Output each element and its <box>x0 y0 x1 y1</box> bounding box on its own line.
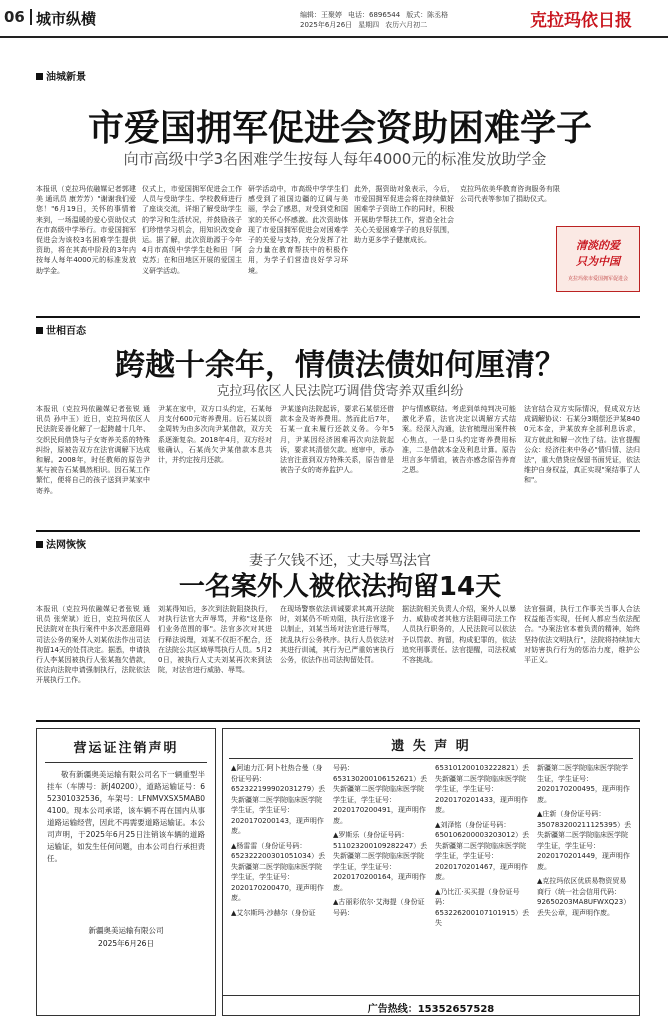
lost-column <box>537 763 633 993</box>
lost-item: ▲庄新（身份证号码：350783200211125395）丢失新疆第二医学院临床医学院学生证，学生证号：2020170201449，现声明作废。 <box>537 810 632 871</box>
article-column: 尹某遂向法院起诉，要求石某偿还借款本金及寄养费用。然而此后7年，石某一直未履行还款义务。今年5月，尹某因经济困难再次向法院起诉，要求其清偿欠款。庭审中，承办法官注意到双方特殊关系，原告曾是被告子女的寄养监护人。 <box>280 405 394 475</box>
divider <box>36 316 640 318</box>
headline: 跨越十余年，情债法债如何厘清？ <box>115 348 565 383</box>
divider <box>36 720 640 722</box>
headline: 一名案外人被依法拘留14天 <box>178 572 502 602</box>
article-column: 仪式上，市爱国拥军促进会工作人员与受助学生、学校教师进行了座谈交流，详细了解受助学生的学习和生活状况，并鼓励孩子们珍惜学习机会，用知识改变命运。据了解，此次资助源于今年4月市高级中学学生赴和田「阿克苏」在和田地区开展的爱国主义研学活动。 <box>142 185 242 275</box>
article-column: 据法院相关负责人介绍，案外人以暴力、威胁或者其他方法阻碍司法工作人员执行职务的，人民法院可以依法予以罚款、拘留，构成犯罪的，依法追究刑事责任。法官提醒，司法权威不容挑战。 <box>402 605 516 665</box>
lost-item: ▲罗斯乐（身份证号码：511023200109282247）丢失新疆第二医学院临床医学院学生证，学生证号：2020170200164，现声明作废。 <box>333 831 428 892</box>
notice-body: 敬有新疆奥美运输有限公司名下一辆重型半挂车（车牌号：新J40200），道路运输证号：652301032536，车架号：LFNMVXSX5MAB04100。现本公司承诺，该车辆不再在国内从事道路运输经营，因此不再需要道路运输证。本公司声明，于2025年6月25日注销该车辆的道路运输证，如发生任何问题，由本公司自行承担责任。 <box>47 770 205 863</box>
article-column: 法官强调，执行工作事关当事人合法权益能否实现，任何人都应当依法配合。"办案法官本着负责的精神，始终坚持依法文明执行"，法院将持续加大对妨害执行行为的惩治力度，维护公平正义。 <box>524 605 640 665</box>
lost-item: ▲艾尔斯玛·沙赫尔（身份证 <box>231 908 316 917</box>
lost-item: 新疆第二医学院临床医学院学生证，学生证号：2020170200495，现声明作废。 <box>537 764 630 804</box>
page-number: 06 <box>4 8 25 26</box>
article-column: 克拉玛依美华教育咨询服务有限公司代表等参加了捐助仪式。 <box>460 185 560 204</box>
article-column: 本报讯（克拉玛依融媒记者张锐 通讯员 张荣斌）近日，克拉玛依区人民法院对在执行案件中多次恶意阻碍司法公务的案外人刘某依法作出司法拘留14天的处罚决定。据悉，申请执行人李某因被执行人张某拖欠借款，依法向法院申请强制执行，法院依法开展执行工作。 <box>36 605 150 685</box>
divider <box>36 530 640 532</box>
subheadline: 克拉玛依区人民法院巧调借贷寄养双重纠纷 <box>216 384 464 399</box>
subheadline: 向市高级中学3名困难学生按每人每年4000元的标准发放助学金 <box>123 150 547 168</box>
page-header <box>0 0 668 38</box>
slogan-line: 清淡的爱 <box>576 239 620 252</box>
section-title: 城市纵横 <box>36 10 97 28</box>
article-column: 尹某在家中，双方口头约定，石某每月支付600元寄养费用。后石某以资金周转为由多次向尹某借款，双方关系逐渐复杂。2018年4月，双方经对账确认，石某尚欠尹某借款本息共计，并约定按月还款。 <box>158 405 272 465</box>
date: 2025年6月26日 <box>300 21 353 29</box>
lost-item: ▲杨雷雷（身份证号码：652322200301051034）丢失新疆第二医学院临床医学院学生证，学生证号：2020170200470，现声明作废。 <box>231 841 326 902</box>
article-column: 法官结合双方实际情况，促成双方达成调解协议：石某分3期偿还尹某8400元本金，尹某放弃全部利息诉求，双方就此和解一次性了结。法官提醒公众：经济往来中务必"情归情、法归法"，重大借贷应保留书面凭证，依法维护自身权益，真正实现"案结事了人和"。 <box>524 405 640 485</box>
lost-item: 653101200103222821）丢失新疆第二医学院临床医学院学生证，学生证号：2020170201433，现声明作废。 <box>435 764 530 814</box>
editor: 编辑：王聚婷 <box>300 11 342 19</box>
article-column: 本报讯（克拉玛依融媒记者郭建美 通讯员 康芳芳）"谢谢我们爱您！"6月19日，关怀的事情着来到，一场温暖的爱心资助仪式在市高级中学举行。市爱国拥军促进会为该校3名困难学生提供资助，将在其高中阶段的3年内按每人每年4000元的标准发放助学金。 <box>36 185 136 275</box>
article-column: 护与情感联结。考虑到单纯判决可能激化矛盾，法官决定以调解方式结案。经深入沟通，法官梳理出案件核心焦点，一是口头约定寄养费用标准，二是借款本金及利息计算。原告坦言多年情谊，被告亦感念原告养育之恩。 <box>402 405 516 475</box>
newspaper-logo: 克拉玛依日报 <box>530 11 632 31</box>
article-column: 在现场警察依法训诫要求其离开法院时，刘某仍不听劝阻，执行法官遂予以制止，刘某当场对法官进行辱骂，扰乱执行公务秩序。执行人员依法对其进行训诫，其行为已严重妨害执行公务，依法作出司法拘留处罚。 <box>280 605 394 665</box>
lost-item: ▲乃比江·买买提（身份证号码：653226200107101915）丢失 <box>435 887 530 927</box>
lost-column <box>333 763 429 993</box>
headline: 市爱国拥军促进会资助困难学子 <box>87 107 592 149</box>
edition-meta <box>300 10 540 30</box>
column-label: 油城新景 <box>36 68 86 83</box>
phone: 电话：6896544 <box>348 11 401 19</box>
article-column: 研学活动中，市高级中学学生们感受到了祖国边疆的辽阔与美丽，学会了感恩，对受到党和国家的关怀心怀感激。此次资助体现了市爱国拥军促进会对困难学子的关爱与支持，充分发挥了社会力量在教育帮扶中的积极作用，为学子们营造良好学习环境。 <box>248 185 348 275</box>
divider <box>30 9 32 25</box>
notice-title: 遗 失 声 明 <box>391 739 471 754</box>
notice-date: 2025年6月26日 <box>98 939 154 948</box>
lost-item: ▲阿迪力江·阿卜杜热合曼（身份证号码：652322199902031279）丢失新疆第二医学院临床医学院学生证，学生证号：2020170200143，现声明作废。 <box>231 764 326 835</box>
kicker: 妻子欠钱不还，丈夫辱骂法官 <box>249 553 431 569</box>
notice-signature: 新疆奥美运输有限公司 <box>88 926 164 935</box>
notice-title: 营运证注销声明 <box>73 741 179 756</box>
lost-item: ▲刘泽铭（身份证号码：650106200003203012）丢失新疆第二医学院临床医学院学生证，学生证号：2020170201467，现声明作废。 <box>435 820 530 881</box>
layout: 版式：陈丞格 <box>406 11 449 19</box>
column-label: 法网恢恢 <box>36 536 86 551</box>
lost-column <box>435 763 531 993</box>
slogan-caption: 克拉玛依市爱国拥军促进会 <box>567 276 628 282</box>
slogan-line: 只为中国 <box>576 255 620 268</box>
lost-item: ▲克拉玛依区优质易物资贸易商行（统一社会信用代码：92650203MA8UFWXQ23）丢失公章，现声明作废。 <box>537 877 631 917</box>
ad-hotline: 广告热线：15352657528 <box>223 995 639 1015</box>
article-column: 此外，据资助对象表示，今后，市爱国拥军促进会将在持续做好困难学子资助工作的同时，积极开展助学帮扶工作，营造全社会关心关爱困难学子的良好氛围，助力更多学子健康成长。 <box>354 185 454 245</box>
weekday: 星期四 <box>358 21 380 29</box>
lost-notices <box>222 728 640 1016</box>
lost-column <box>231 763 327 993</box>
article-column: 本报讯（克拉玛依融媒记者张锐 通讯员 孙中玉）近日，克拉玛依区人民法院妥善化解了一起跨越十几年、交织民间借贷与子女寄养关系的特殊纠纷，原被告双方在法官调解下达成和解。2008年，时任教师的原告尹某与被告石某偶然相识。因石某工作繁忙，便将自己的孩子送到尹某家中寄养。 <box>36 405 150 495</box>
lost-item: ▲古丽彩依尔·艾海提（身份证号码： <box>333 898 425 917</box>
article-column: 刘某得知后，多次到法院阻挠执行，对执行法官大声辱骂，并称"这是你们业务范围的事"。法官多次对其进行释法说理，刘某不仅拒不配合，还在法院公共区域辱骂执行人员。5月20日，被执行人丈夫刘某再次来到法院，对法官进行威胁、辱骂。 <box>158 605 272 675</box>
lunar-date: 农历六月初二 <box>385 21 428 29</box>
column-label: 世相百态 <box>36 322 86 337</box>
slogan-box <box>556 226 640 292</box>
lost-item: 号码：653130200106152621）丢失新疆第二医学院临床医学院学生证，学生证号：2020170200491，现声明作废。 <box>333 764 428 825</box>
cancel-notice <box>36 728 216 1016</box>
